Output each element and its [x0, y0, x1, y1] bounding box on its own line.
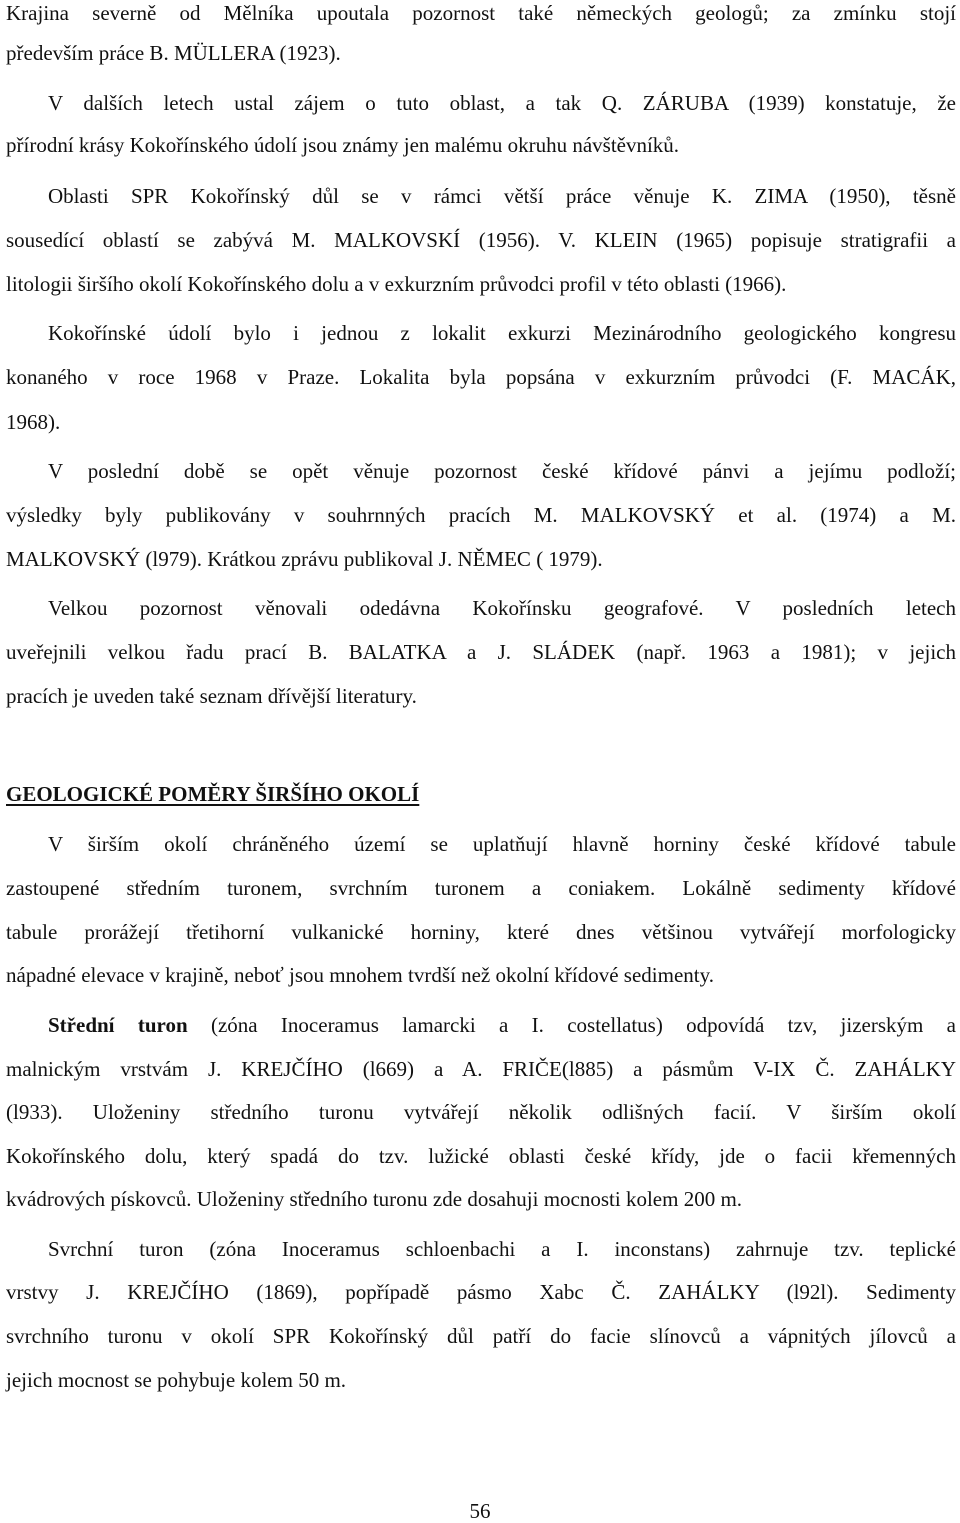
text-line: Kokořínského dolu, který spadá do tzv. lužické oblasti české křídy, jde o facii křemenných — [6, 1144, 956, 1168]
text-line: malnickým vrstvám J. KREJČÍHO (l669) a A. FRIČE(l885) a pásmům V-IX Č. ZAHÁLKY — [6, 1057, 956, 1081]
text-span: (zóna Inoceramus lamarcki a I. costellatus) odpovídá tzv, jizerským a — [187, 1013, 956, 1037]
text-line: uveřejnili velkou řadu prací B. BALATKA a J. SLÁDEK (např. 1963 a 1981); v jejich — [6, 640, 956, 664]
text-line: Krajina severně od Mělníka upoutala pozornost také německých geologů; za zmínku stojí — [6, 1, 956, 25]
text-line: výsledky byly publikovány v souhrnných pracích M. MALKOVSKÝ et al. (1974) a M. — [6, 503, 956, 527]
text-line: tabule prorážejí třetihorní vulkanické horniny, které dnes většinou vytvářejí morfologicky — [6, 920, 956, 944]
text-line: svrchního turonu v okolí SPR Kokořínský důl patří do facie slínovců a vápnitých jílovců a — [6, 1324, 956, 1348]
text-line: přírodní krásy Kokořínského údolí jsou známy jen malému okruhu návštěvníků. — [6, 133, 680, 157]
text-line: litologii širšího okolí Kokořínského dolu a v exkurzním průvodci profil v této oblasti (1966). — [6, 272, 787, 296]
text-line: (l933). Uloženiny středního turonu vytvářejí několik odlišných facií. V širším okolí — [6, 1100, 956, 1124]
bold-term: Střední turon — [48, 1013, 188, 1037]
text-line: 1968). — [6, 410, 61, 434]
text-line: Oblasti SPR Kokořínský důl se v rámci větší práce věnuje K. ZIMA (1950), těsně — [48, 184, 956, 208]
text-line: vrstvy J. KREJČÍHO (1869), popřípadě pásmo Xabc Č. ZAHÁLKY (l92l). Sedimenty — [6, 1280, 956, 1304]
text-line: V dalších letech ustal zájem o tuto oblast, a tak Q. ZÁRUBA (1939) konstatuje, že — [48, 91, 956, 115]
text-line: sousedící oblastí se zabývá M. MALKOVSKÍ (1956). V. KLEIN (1965) popisuje stratigrafii a — [6, 228, 956, 252]
text-line: kvádrových pískovců. Uloženiny středního turonu zde dosahuji mocnosti kolem 200 m. — [6, 1187, 743, 1211]
text-line: nápadné elevace v krajině, neboť jsou mnohem tvrdší než okolní křídové sedimenty. — [6, 963, 714, 987]
text-line: MALKOVSKÝ (l979). Krátkou zprávu publikoval J. NĚMEC ( 1979). — [6, 547, 603, 571]
text-line: V širším okolí chráněného území se uplatňují hlavně horniny české křídové tabule — [48, 832, 956, 856]
text-line: pracích je uveden také seznam dřívější literatury. — [6, 684, 417, 708]
section-heading: GEOLOGICKÉ POMĚRY ŠIRŠÍHO OKOLÍ — [6, 782, 420, 806]
text-line: konaného v roce 1968 v Praze. Lokalita byla popsána v exkurzním průvodci (F. MACÁK, — [6, 365, 956, 389]
text-line: jejich mocnost se pohybuje kolem 50 m. — [6, 1368, 347, 1392]
page-number: 56 — [469, 1499, 491, 1523]
text-line: zastoupené středním turonem, svrchním turonem a coniakem. Lokálně sedimenty křídové — [6, 876, 956, 900]
text-line: Svrchní turon (zóna Inoceramus schloenbachi a I. inconstans) zahrnuje tzv. teplické — [48, 1237, 956, 1261]
text-line: V poslední době se opět věnuje pozornost české křídové pánvi a jejímu podloží; — [48, 459, 956, 483]
text-line: Velkou pozornost věnovali odedávna Kokořínsku geografové. V posledních letech — [48, 596, 956, 620]
text-line — [48, 1013, 956, 1037]
text-line: Kokořínské údolí bylo i jednou z lokalit exkurzi Mezinárodního geologického kongresu — [48, 321, 956, 345]
text-line: především práce B. MÜLLERA (1923). — [6, 41, 341, 65]
